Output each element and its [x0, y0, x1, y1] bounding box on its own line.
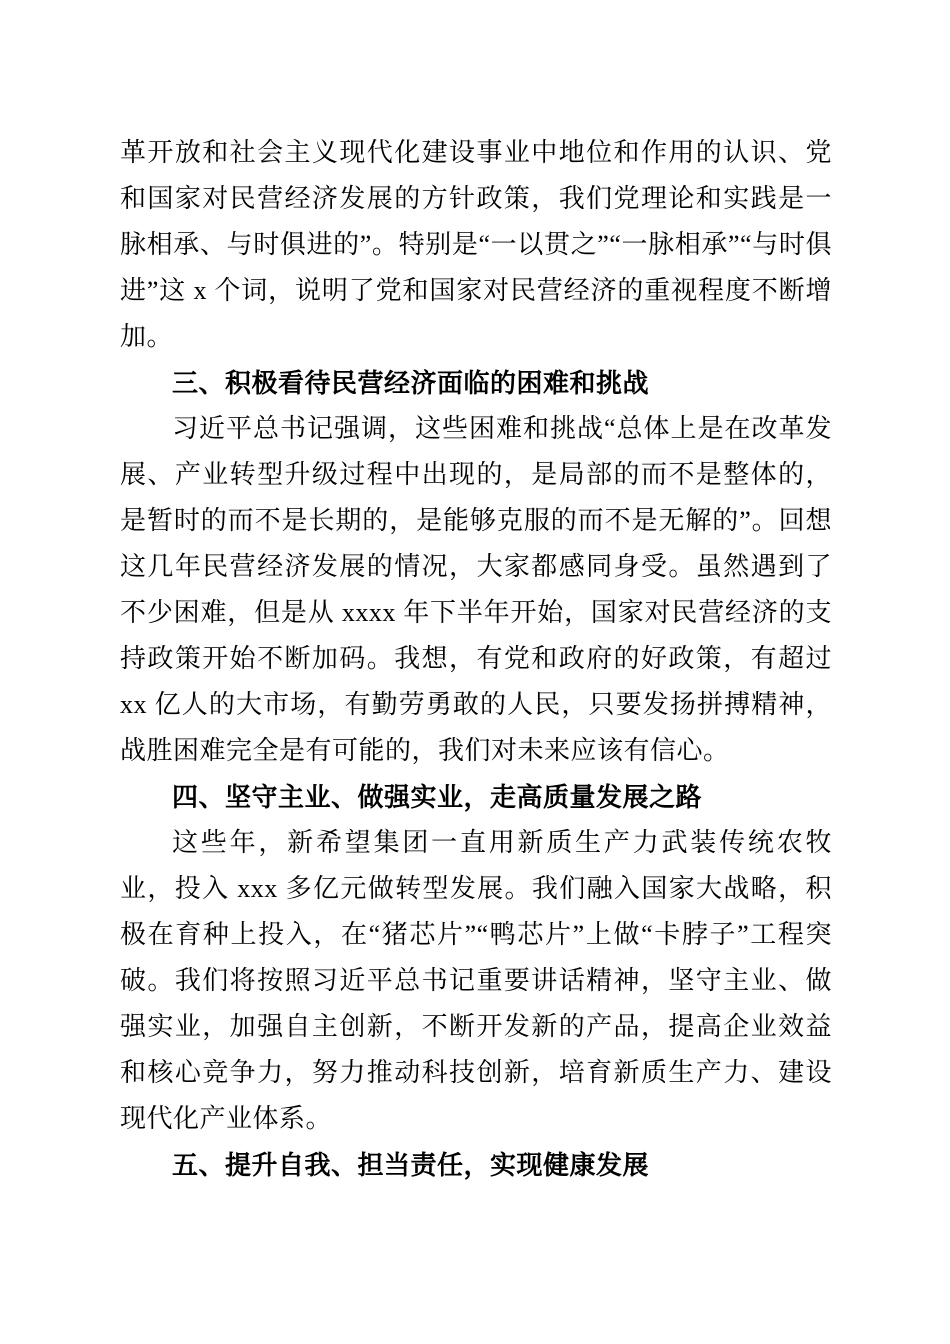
section-heading-five: 五、提升自我、担当责任，实现健康发展	[172, 1150, 650, 1180]
section-heading-four: 四、坚守主业、做强实业，走高质量发展之路	[172, 782, 703, 812]
body-paragraph-section-three: 习近平总书记强调，这些困难和挑战“总体上是在改革发展、产业转型升级过程中出现的，是局部的而不是整体的，是暂时的而不是长期的，是能够克服的而不是无解的”。回想这几年民营经济发展的情况，大家都感同身受。虽然遇到了不少困难，但是从 xxxx 年下半年开始，国家对民营经济的支持政策开始不断加码。我想，有党和政府的好政策，有超过 xx 亿人的大市场，有勤劳勇敢的人民，只要发扬拼搏精神，战胜困难完全是有可能的，我们对未来应该有信心。	[120, 414, 832, 765]
section-heading-three: 三、积极看待民营经济面临的困难和挑战	[172, 368, 650, 398]
body-paragraph-section-four: 这些年，新希望集团一直用新质生产力武装传统农牧业，投入 xxx 多亿元做转型发展。我们融入国家大战略，积极在育种上投入，在“猪芯片”“鸭芯片”上做“卡脖子”工程突破。我们将按照习近平总书记重要讲话精神，坚守主业、做强实业，加强自主创新，不断开发新的产品，提高企业效益和核心竞争力，努力推动科技创新，培育新质生产力、建设现代化产业体系。	[120, 828, 832, 1133]
paragraph-continuation: 革开放和社会主义现代化建设事业中地位和作用的认识、党和国家对民营经济发展的方针政策，我们党理论和实践是一脉相承、与时俱进的”。特别是“一以贯之”“一脉相承”“与时俱进”这 x 个词，说明了党和国家对民营经济的重视程度不断增加。	[120, 138, 832, 351]
